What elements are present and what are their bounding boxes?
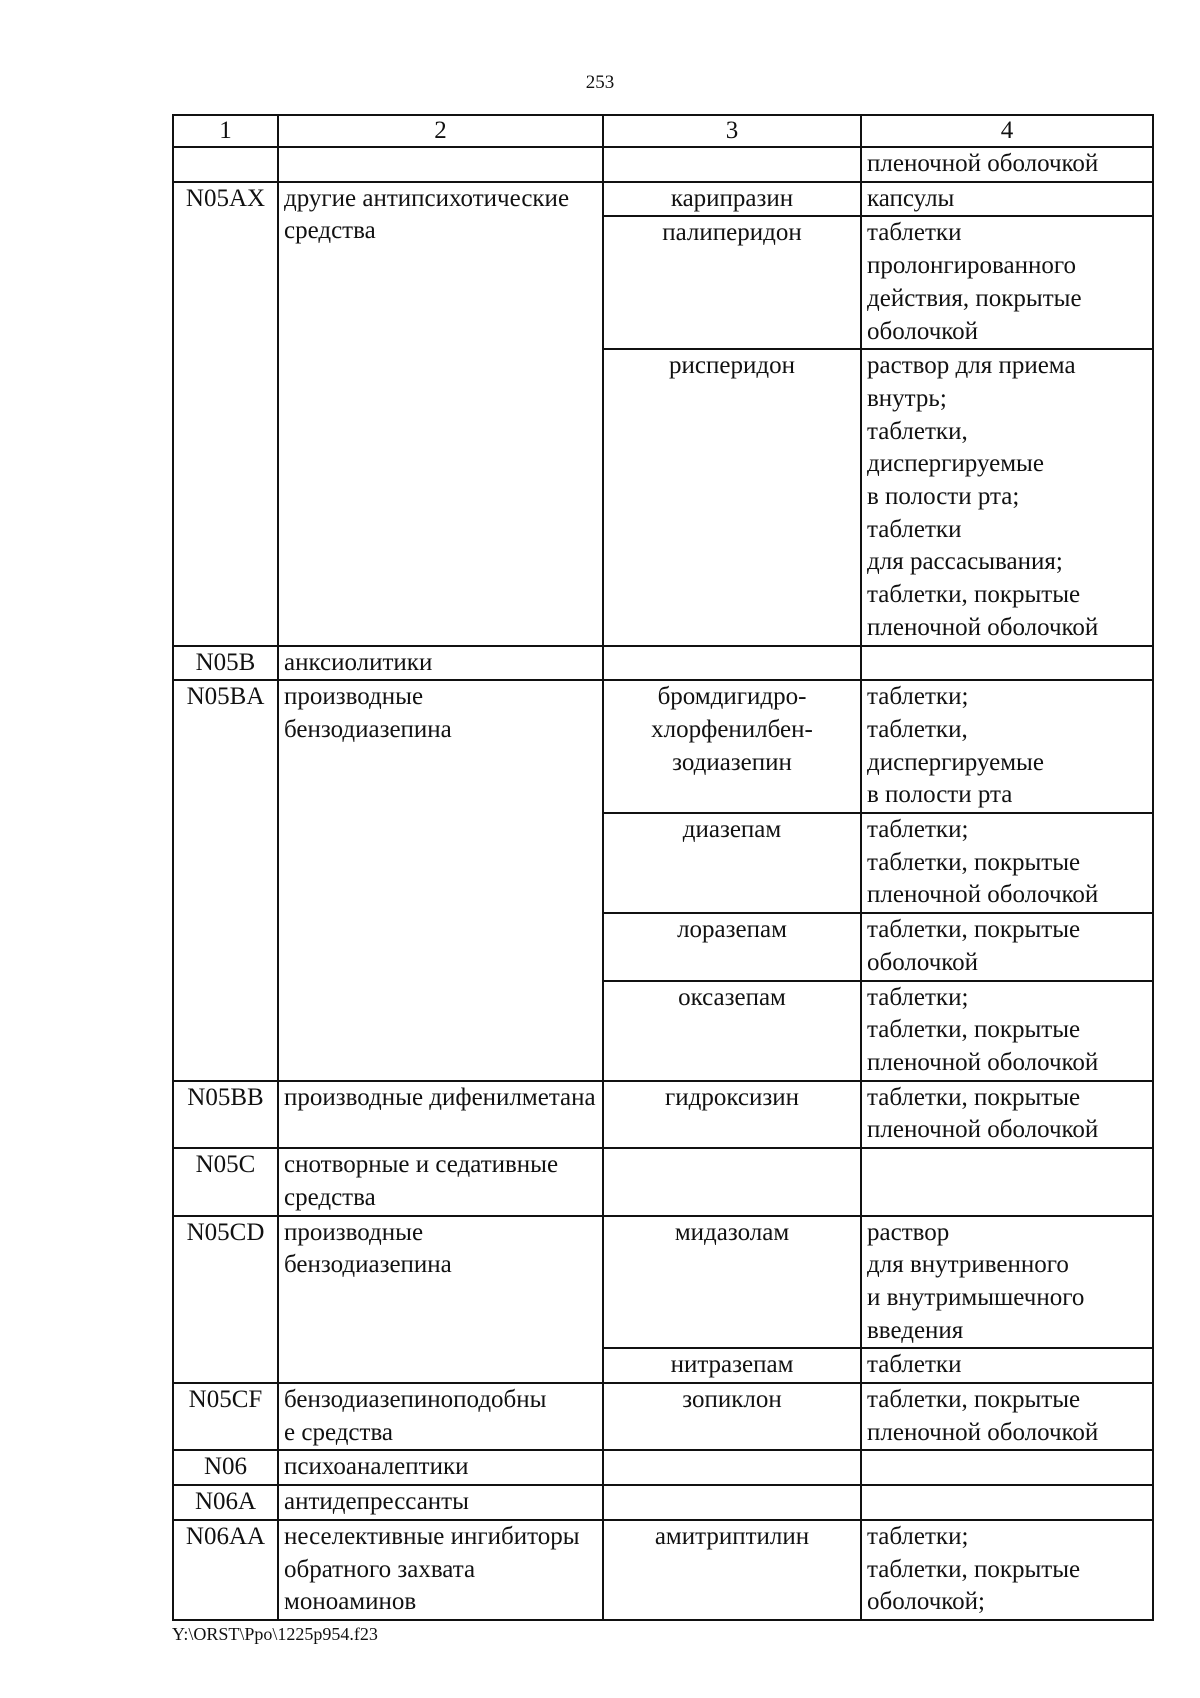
dosage-form: таблетки; таблетки, покрытые пленочной оболочкой bbox=[861, 813, 1153, 913]
drug-name bbox=[603, 1485, 861, 1520]
dosage-form: пленочной оболочкой bbox=[861, 147, 1153, 182]
drug-name: палиперидон bbox=[603, 216, 861, 349]
atc-code: N05AX bbox=[173, 182, 278, 646]
header-col-4: 4 bbox=[861, 115, 1153, 147]
table-row bbox=[173, 1148, 1153, 1215]
table-header-row bbox=[173, 115, 1153, 147]
drug-name: диазепам bbox=[603, 813, 861, 913]
dosage-form: таблетки, покрытые пленочной оболочкой bbox=[861, 1081, 1153, 1148]
dosage-form bbox=[861, 1450, 1153, 1485]
drug-name: гидроксизин bbox=[603, 1081, 861, 1148]
table-row bbox=[173, 182, 1153, 217]
drug-classification-table bbox=[172, 114, 1154, 1621]
drug-name: оксазепам bbox=[603, 981, 861, 1081]
dosage-form: таблетки пролонгированного действия, покрытые оболочкой bbox=[861, 216, 1153, 349]
atc-group: неселективные ингибиторы обратного захвата моноаминов bbox=[278, 1520, 603, 1620]
atc-code: N05BA bbox=[173, 680, 278, 1080]
atc-code: N06A bbox=[173, 1485, 278, 1520]
table-row bbox=[173, 147, 1153, 182]
header-col-1: 1 bbox=[173, 115, 278, 147]
drug-name: нитразепам bbox=[603, 1348, 861, 1383]
header-col-3: 3 bbox=[603, 115, 861, 147]
dosage-form: таблетки bbox=[861, 1348, 1153, 1383]
atc-group: бензодиазепиноподобны е средства bbox=[278, 1383, 603, 1450]
file-path-footer: Y:\ORST\Ppo\1225p954.f23 bbox=[172, 1624, 378, 1644]
drug-name bbox=[603, 646, 861, 681]
atc-code: N05CF bbox=[173, 1383, 278, 1450]
page-number: 253 bbox=[585, 72, 615, 93]
table-row bbox=[173, 680, 1153, 813]
drug-name bbox=[603, 1450, 861, 1485]
atc-code: N05BB bbox=[173, 1081, 278, 1148]
drug-name: карипразин bbox=[603, 182, 861, 217]
dosage-form: таблетки; таблетки, покрытые оболочкой; bbox=[861, 1520, 1153, 1620]
atc-code: N05CD bbox=[173, 1216, 278, 1384]
drug-name: мидазолам bbox=[603, 1216, 861, 1349]
atc-code: N06 bbox=[173, 1450, 278, 1485]
drug-name: бромдигидро- хлорфенилбен- зодиазепин bbox=[603, 680, 861, 813]
dosage-form: таблетки, покрытые пленочной оболочкой bbox=[861, 1383, 1153, 1450]
atc-group: снотворные и седативные средства bbox=[278, 1148, 603, 1215]
table-row bbox=[173, 1450, 1153, 1485]
drug-name bbox=[603, 1148, 861, 1215]
dosage-form: таблетки; таблетки, диспергируемые в полости рта bbox=[861, 680, 1153, 813]
header-col-2: 2 bbox=[278, 115, 603, 147]
atc-group: анксиолитики bbox=[278, 646, 603, 681]
drug-name: лоразепам bbox=[603, 913, 861, 980]
atc-code: N06AA bbox=[173, 1520, 278, 1620]
drug-name bbox=[603, 147, 861, 182]
table-row bbox=[173, 1081, 1153, 1148]
dosage-form: таблетки, покрытые оболочкой bbox=[861, 913, 1153, 980]
atc-group: психоаналептики bbox=[278, 1450, 603, 1485]
dosage-form bbox=[861, 1485, 1153, 1520]
dosage-form bbox=[861, 1148, 1153, 1215]
dosage-form bbox=[861, 646, 1153, 681]
atc-code: N05C bbox=[173, 1148, 278, 1215]
atc-code: N05B bbox=[173, 646, 278, 681]
table-row bbox=[173, 1216, 1153, 1349]
drug-name: зопиклон bbox=[603, 1383, 861, 1450]
atc-group bbox=[278, 147, 603, 182]
atc-group: производные бензодиазепина bbox=[278, 680, 603, 1080]
atc-group: антидепрессанты bbox=[278, 1485, 603, 1520]
atc-group: другие антипсихотические средства bbox=[278, 182, 603, 646]
atc-group: производные бензодиазепина bbox=[278, 1216, 603, 1384]
table-row bbox=[173, 1383, 1153, 1450]
table-row bbox=[173, 1485, 1153, 1520]
dosage-form: раствор для приема внутрь; таблетки, диспергируемые в полости рта; таблетки для рассасывания; таблетки, покрытые пленочной оболочкой bbox=[861, 349, 1153, 645]
drug-name: рисперидон bbox=[603, 349, 861, 645]
atc-group: производные дифенилметана bbox=[278, 1081, 603, 1148]
table-row bbox=[173, 646, 1153, 681]
drug-name: амитриптилин bbox=[603, 1520, 861, 1620]
dosage-form: капсулы bbox=[861, 182, 1153, 217]
dosage-form: таблетки; таблетки, покрытые пленочной оболочкой bbox=[861, 981, 1153, 1081]
dosage-form: раствор для внутривенного и внутримышечного введения bbox=[861, 1216, 1153, 1349]
table-row bbox=[173, 1520, 1153, 1620]
atc-code bbox=[173, 147, 278, 182]
